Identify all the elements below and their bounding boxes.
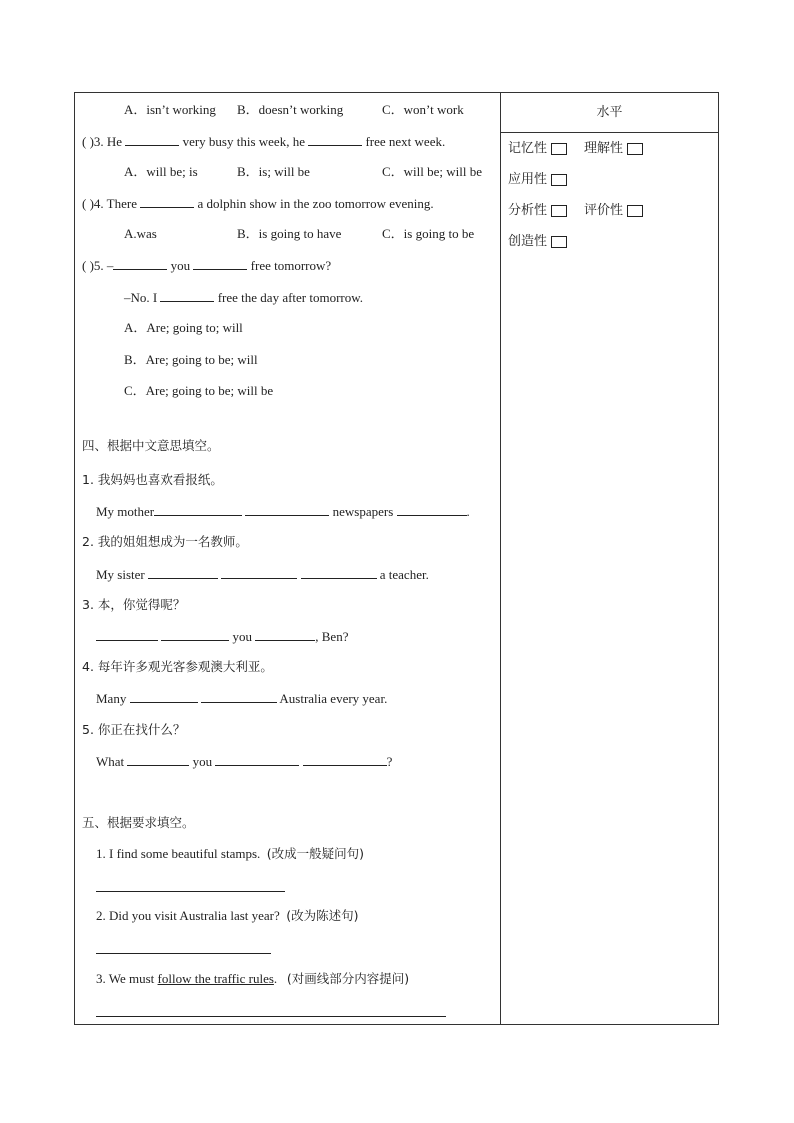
sec4-item-2-blank-2[interactable] — [221, 566, 297, 579]
sec4-item-5-chinese: 5. 你正在找什么？ — [82, 722, 186, 737]
section-5-title: 五、根据要求填空。 — [82, 815, 195, 830]
q3-option-b: B．is; will be — [237, 164, 310, 179]
q3-option-a: A．will be; is — [124, 164, 198, 179]
q4-option-a: A.was — [124, 226, 157, 241]
sec4-item-4-blank-1[interactable] — [130, 690, 198, 703]
sec4-item-2-blank-1[interactable] — [148, 566, 218, 579]
sec5-item-3: 3. We must follow the traffic rules. (对画线部分内容提问) — [96, 971, 410, 986]
q4-blank-1[interactable] — [140, 195, 194, 208]
analysis-item: 分析性 — [508, 203, 567, 219]
q5-blank-2[interactable] — [193, 257, 247, 270]
sec4-item-3-chinese: 3. 本，你觉得呢？ — [82, 597, 186, 612]
sec4-item-3-blank-1[interactable] — [96, 628, 158, 641]
sec4-item-1-blank-1[interactable] — [154, 503, 242, 516]
q4-stem: ( )4. There a dolphin show in the zoo tomorrow evening. — [82, 196, 434, 211]
sec5-item-1: 1. I find some beautiful stamps. (改成一般疑问句) — [96, 846, 365, 861]
q2-option-a: A．isn’t working — [124, 102, 216, 117]
underlined-phrase: follow the traffic rules — [157, 971, 274, 986]
sec5-item-2-answer-line[interactable] — [96, 953, 271, 954]
sec4-item-4-chinese: 4. 每年许多观光客参观澳大利亚。 — [82, 659, 273, 674]
evaluation-item: 评价性 — [584, 203, 643, 219]
sec4-item-4-english: Many Australia every year. — [96, 691, 388, 706]
level-header: 水平 — [501, 93, 718, 133]
sec4-item-5-blank-1[interactable] — [127, 753, 189, 766]
sec4-item-4-blank-2[interactable] — [201, 690, 277, 703]
q5-stem: ( )5. – you free tomorrow? — [82, 258, 332, 273]
sec4-item-2-blank-3[interactable] — [301, 566, 377, 579]
sec4-item-3-blank-3[interactable] — [255, 628, 315, 641]
memory-checkbox[interactable] — [551, 143, 567, 155]
sec4-item-5-blank-3[interactable] — [303, 753, 387, 766]
q3-blank-1[interactable] — [125, 133, 179, 146]
q3-stem: ( )3. He very busy this week, he free next week. — [82, 134, 446, 149]
column-divider — [500, 92, 501, 1025]
sec4-item-3-english: you , Ben? — [96, 628, 348, 645]
creativity-checkbox[interactable] — [551, 236, 567, 248]
sec5-item-2: 2. Did you visit Australia last year? (改为陈述句) — [96, 908, 359, 923]
sec4-item-3-blank-2[interactable] — [161, 628, 229, 641]
q4-option-b: B．is going to have — [237, 226, 342, 241]
sec4-item-2-chinese: 2. 我的姐姐想成为一名教师。 — [82, 534, 248, 549]
analysis-checkbox[interactable] — [551, 205, 567, 217]
q5-option-b: B．Are; going to be; will — [124, 352, 258, 367]
comprehension-checkbox[interactable] — [627, 143, 643, 155]
q2-option-b: B．doesn’t working — [237, 102, 344, 117]
q2-option-c: C．won’t work — [382, 102, 464, 117]
application-item: 应用性 — [508, 172, 567, 188]
q5-blank-3[interactable] — [160, 289, 214, 302]
q3-option-c: C．will be; will be — [382, 164, 483, 179]
sec4-item-1-chinese: 1. 我妈妈也喜欢看报纸。 — [82, 472, 223, 487]
evaluation-checkbox[interactable] — [627, 205, 643, 217]
sec4-item-5-english: What you ? — [96, 754, 393, 769]
q3-blank-2[interactable] — [308, 133, 362, 146]
q5-option-c: C．Are; going to be; will be — [124, 383, 274, 398]
creativity-item: 创造性 — [508, 234, 567, 250]
sec4-item-1-english: My mother newspapers . — [96, 504, 470, 519]
q5-option-a: A．Are; going to; will — [124, 320, 243, 335]
q4-option-c: C．is going to be — [382, 226, 475, 241]
q5-blank-1[interactable] — [113, 257, 167, 270]
sec5-item-3-answer-line[interactable] — [96, 1016, 446, 1017]
sec4-item-1-blank-3[interactable] — [397, 503, 467, 516]
sec4-item-2-english: My sister a teacher. — [96, 567, 429, 582]
q5-answer-line: –No. I free the day after tomorrow. — [124, 290, 364, 305]
sec4-item-5-blank-2[interactable] — [215, 753, 299, 766]
section-4-title: 四、根据中文意思填空。 — [82, 438, 220, 453]
sec4-item-1-blank-2[interactable] — [245, 503, 329, 516]
comprehension-item: 理解性 — [584, 141, 643, 157]
application-checkbox[interactable] — [551, 174, 567, 186]
memory-item: 记忆性 — [508, 141, 567, 157]
sec5-item-1-answer-line[interactable] — [96, 891, 285, 892]
